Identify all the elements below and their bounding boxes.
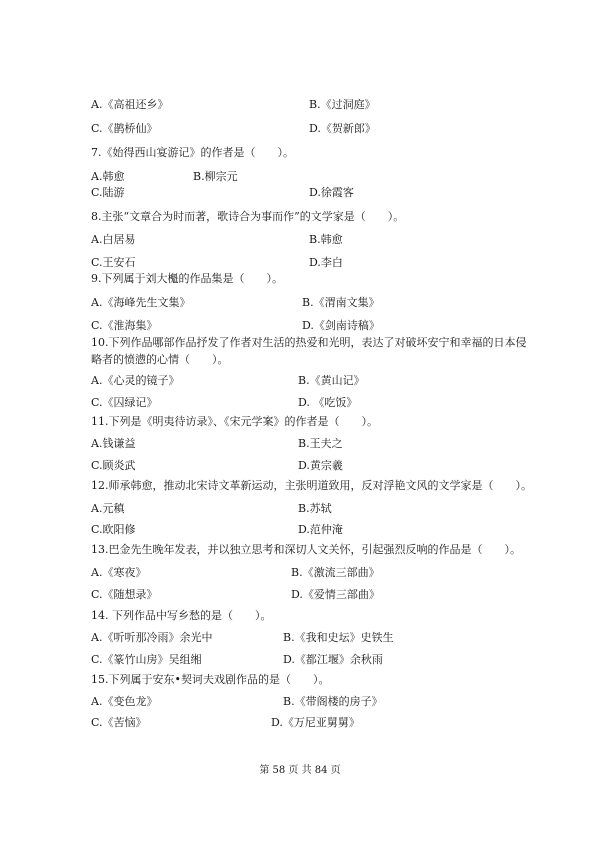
- q11-question: 11.下列是《明夷待访录》、《宋元学案》的作者是（ ）。: [91, 415, 378, 428]
- q8-option-c: C.王安石: [91, 256, 136, 269]
- page-number: 第 58 页 共 84 页: [259, 765, 341, 776]
- q7-option-a: A.韩愈: [91, 170, 125, 183]
- q8-question: 8.主张“文章合为时而著，歌诗合为事而作”的文学家是（ ）。: [91, 210, 405, 223]
- q9-question: 9.下列属于刘大櫆的作品集是（ ）。: [91, 272, 283, 285]
- q9-option-b: B.《渭南文集》: [302, 296, 380, 309]
- q12-option-d: D.范仲淹: [298, 523, 343, 536]
- q13-question: 13.巴金先生晚年发表，并以独立思考和深切人文关怀，引起强烈反响的作品是（ ）。: [91, 543, 521, 556]
- q7-option-c: C.陆游: [91, 186, 125, 199]
- q14-option-a: A.《听听那冷雨》余光中: [91, 631, 213, 644]
- q14-option-d: D.《都江堰》余秋雨: [283, 653, 383, 666]
- q6-option-c: C.《鹊桥仙》: [91, 122, 158, 135]
- q12-question: 12.师承韩愈，推动北宋诗文革新运动，主张明道致用，反对浮艳文风的文学家是（ ）。: [91, 479, 532, 492]
- q10-option-a: A.《心灵的镜子》: [91, 374, 180, 387]
- q12-option-b: B.苏轼: [298, 502, 332, 515]
- q9-option-a: A.《海峰先生文集》: [91, 296, 191, 309]
- q15-option-c: C.《苦恼》: [91, 716, 147, 729]
- q14-option-c: C.《篆竹山房》吴组缃: [91, 653, 202, 666]
- q12-option-c: C.欧阳修: [91, 523, 136, 536]
- q13-option-d: D.《爱情三部曲》: [291, 588, 380, 601]
- q15-option-a: A.《变色龙》: [91, 695, 158, 708]
- q15-option-b: B.《带阁楼的房子》: [283, 695, 383, 708]
- q10-option-c: C.《囚绿记》: [91, 396, 158, 409]
- q15-option-d: D.《万尼亚舅舅》: [271, 716, 360, 729]
- q14-option-b: B.《我和史坛》史铁生: [283, 631, 394, 644]
- q7-option-b: B.柳宗元: [193, 170, 238, 183]
- q6-option-b: B.《过洞庭》: [309, 98, 376, 111]
- q13-option-a: A.《寒夜》: [91, 566, 147, 579]
- q15-question: 15.下列属于安东•契诃夫戏剧作品的是（ ）。: [91, 673, 330, 686]
- q13-option-b: B.《激流三部曲》: [291, 566, 380, 579]
- q11-option-d: D.黄宗羲: [298, 459, 343, 472]
- q6-option-d: D.《贺新郎》: [309, 122, 376, 135]
- q10-option-b: B.《黄山记》: [298, 374, 365, 387]
- q11-option-b: B.王夫之: [298, 437, 343, 450]
- q10-question-line2: 略者的愤懑的心情（ ）。: [91, 353, 229, 366]
- q12-option-a: A.元稹: [91, 502, 125, 515]
- q7-option-d: D.徐霞客: [309, 186, 354, 199]
- q6-option-a: A.《高祖还乡》: [91, 98, 169, 111]
- q8-option-a: A.白居易: [91, 233, 136, 246]
- q13-option-c: C.《随想录》: [91, 588, 158, 601]
- q7-question: 7.《始得西山宴游记》的作者是（ ）。: [91, 146, 294, 159]
- q11-option-c: C.顾炎武: [91, 459, 136, 472]
- q11-option-a: A.钱谦益: [91, 437, 136, 450]
- q9-option-d: D.《剑南诗稿》: [302, 319, 380, 332]
- q14-question: 14. 下列作品中写乡愁的是（ ）。: [91, 609, 272, 622]
- q10-option-d: D. 《吃饭》: [298, 396, 358, 409]
- q8-option-b: B.韩愈: [309, 233, 343, 246]
- q9-option-c: C.《淮海集》: [91, 319, 158, 332]
- q8-option-d: D.李白: [309, 256, 343, 269]
- q10-question-line1: 10.下列作品哪部作品抒发了作者对生活的热爱和光明，表达了对破坏安宁和幸福的日本侵: [91, 336, 527, 349]
